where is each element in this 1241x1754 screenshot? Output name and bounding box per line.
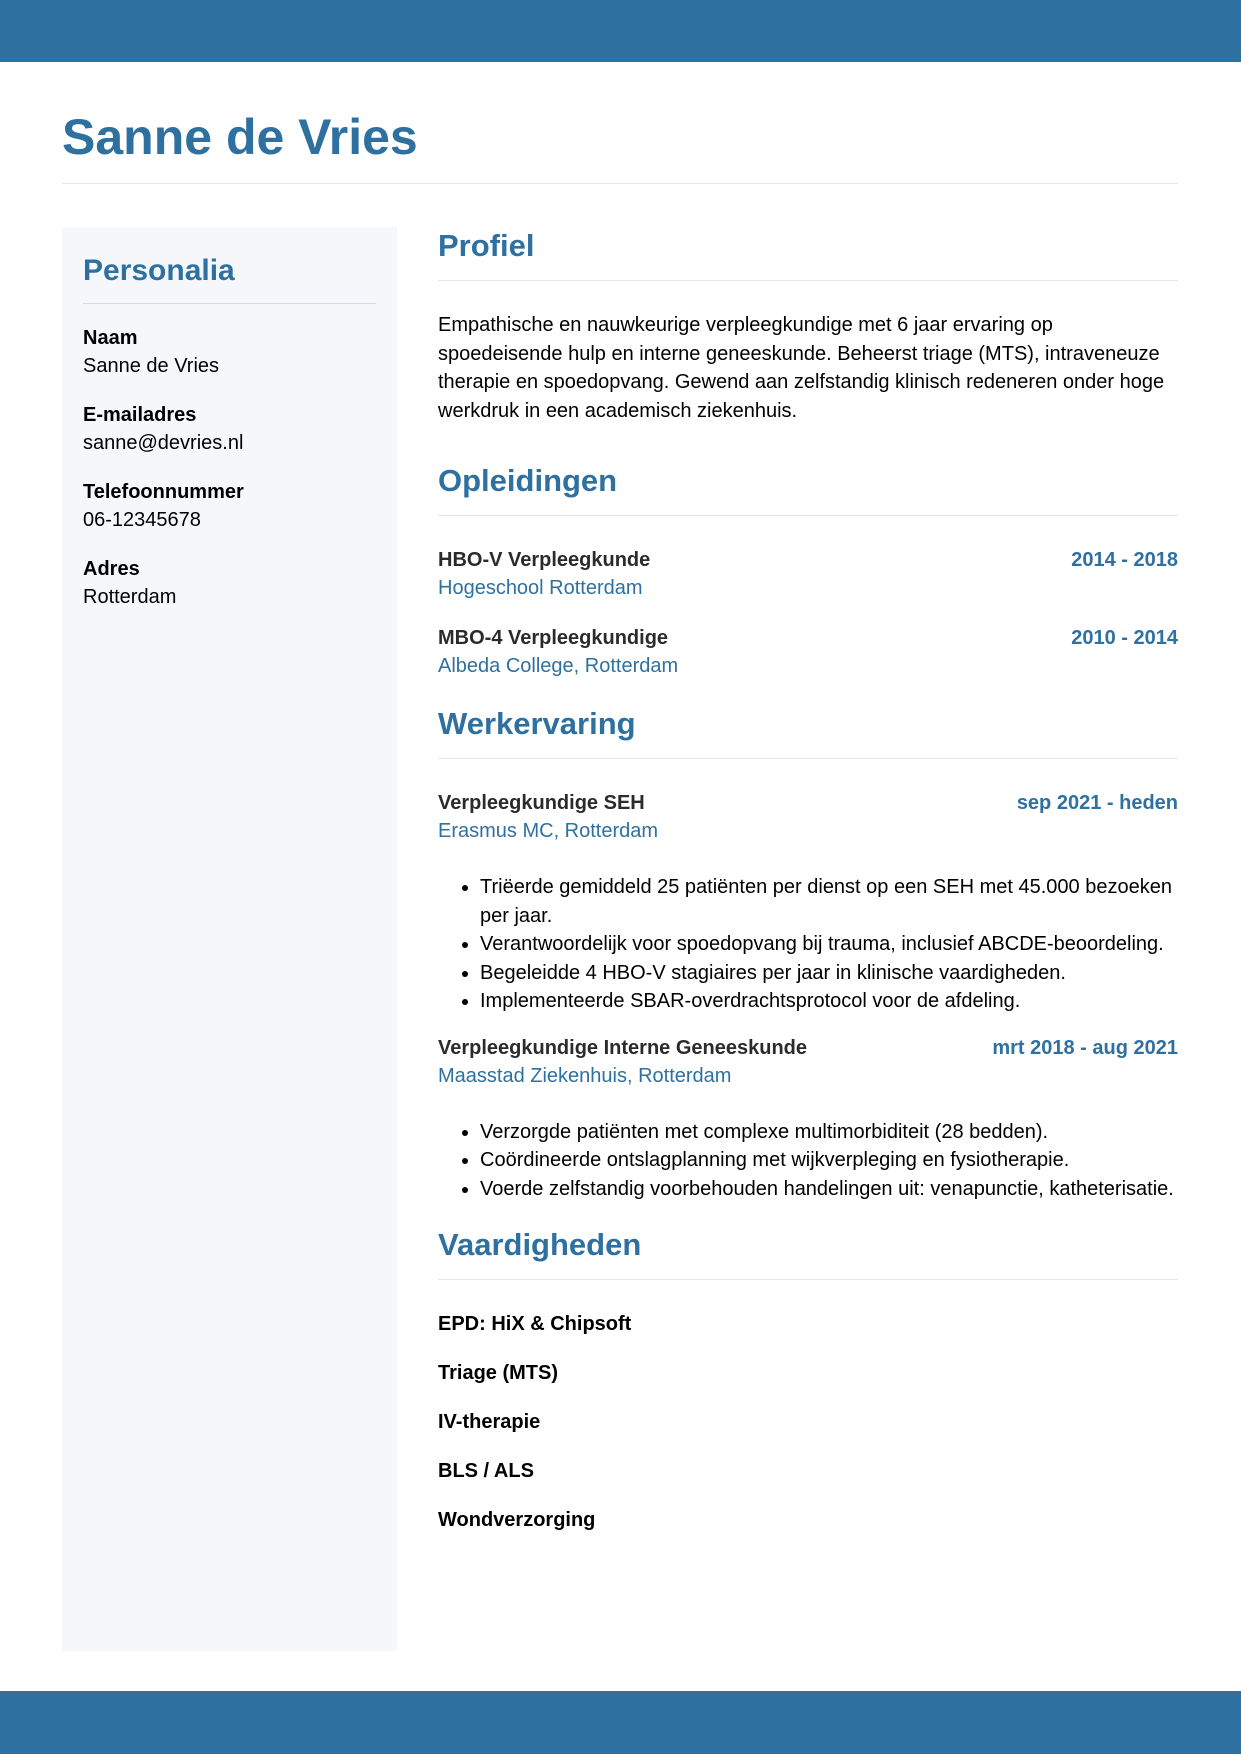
skill-item: IV-therapie xyxy=(438,1411,541,1433)
main-column xyxy=(438,224,1178,1555)
entry-organization: Maasstad Ziekenhuis, Rotterdam xyxy=(438,1064,732,1087)
experience-entry xyxy=(438,789,1178,1016)
list-item: • Coördineerde ontslagplanning met wijkverpleging en fysiotherapie. xyxy=(480,1146,1178,1175)
profile-heading: Profiel xyxy=(438,224,1178,281)
entry-organization: Hogeschool Rotterdam xyxy=(438,577,643,599)
education-heading: Opleidingen xyxy=(438,459,1178,516)
personalia-sidebar xyxy=(62,227,397,1651)
personalia-label: Naam xyxy=(83,327,138,349)
candidate-name: Sanne de Vries xyxy=(62,109,418,165)
skill-item: BLS / ALS xyxy=(438,1460,534,1482)
list-item: • Verzorgde patiënten met complexe multimorbiditeit (28 bedden). xyxy=(480,1118,1178,1147)
skills-section xyxy=(438,1223,1178,1534)
skill-item: Triage (MTS) xyxy=(438,1362,559,1384)
personalia-label: E-mailadres xyxy=(83,404,197,426)
list-item: • Voerde zelfstandig voorbehouden handelingen uit: venapunctie, katheterisatie. xyxy=(480,1175,1178,1204)
experience-bullets xyxy=(438,1118,1178,1204)
list-item: • Triëerde gemiddeld 25 patiënten per dienst op een SEH met 45.000 bezoeken per jaar. xyxy=(480,873,1178,930)
education-section xyxy=(438,459,1178,680)
entry-title: Verpleegkundige Interne Geneeskunde xyxy=(438,1036,808,1059)
entry-date: mrt 2018 - aug 2021 xyxy=(992,1036,1178,1059)
skill-item: Wondverzorging xyxy=(438,1509,596,1531)
entry-organization: Erasmus MC, Rotterdam xyxy=(438,820,659,842)
experience-section xyxy=(438,702,1178,1203)
entry-date: 2010 - 2014 xyxy=(1071,627,1178,649)
list-item: • Begeleidde 4 HBO-V stagiaires per jaar in klinische vaardigheden. xyxy=(480,959,1178,988)
personalia-value: 06-12345678 xyxy=(83,509,201,531)
entry-title: Verpleegkundige SEH xyxy=(438,792,645,814)
entry-date: sep 2021 - heden xyxy=(1016,792,1178,814)
personalia-value: sanne@devries.nl xyxy=(83,432,244,454)
bottom-color-band xyxy=(0,1691,1241,1754)
entry-date: 2014 - 2018 xyxy=(1071,549,1178,571)
education-entry xyxy=(438,624,1178,680)
personalia-address xyxy=(83,555,376,611)
skills-heading: Vaardigheden xyxy=(438,1223,1178,1280)
list-item: • Implementeerde SBAR-overdrachtsprotocol voor de afdeling. xyxy=(480,987,1178,1016)
personalia-phone xyxy=(83,478,376,534)
personalia-value: Rotterdam xyxy=(83,586,177,608)
entry-title: HBO-V Verpleegkunde xyxy=(438,549,651,571)
profile-text: Empathische en nauwkeurige verpleegkundige met 6 jaar ervaring op spoedeisende hulp en interne geneeskunde. Beheerst triage (MTS), intraveneuze therapie en spoedopvang. Gewend aan zelfstandig klinisch redeneren onder hoge werkdruk in een academisch ziekenhuis. xyxy=(438,314,1165,422)
skill-item: EPD: HiX & Chipsoft xyxy=(438,1313,632,1335)
list-item: • Verantwoordelijk voor spoedopvang bij trauma, inclusief ABCDE-beoordeling. xyxy=(480,930,1178,959)
personalia-label: Adres xyxy=(83,558,140,580)
entry-title: MBO-4 Verpleegkundige xyxy=(438,627,669,649)
header-divider xyxy=(62,183,1178,184)
personalia-value: Sanne de Vries xyxy=(83,355,220,377)
entry-organization: Albeda College, Rotterdam xyxy=(438,655,679,677)
personalia-name xyxy=(83,324,376,380)
personalia-label: Telefoonnummer xyxy=(83,481,244,503)
experience-entry xyxy=(438,1034,1178,1204)
top-color-band xyxy=(0,0,1241,62)
profile-section xyxy=(438,224,1178,425)
experience-bullets xyxy=(438,873,1178,1016)
education-entry xyxy=(438,546,1178,602)
personalia-heading: Personalia xyxy=(83,251,376,304)
experience-heading: Werkervaring xyxy=(438,702,1178,759)
personalia-email xyxy=(83,401,376,457)
